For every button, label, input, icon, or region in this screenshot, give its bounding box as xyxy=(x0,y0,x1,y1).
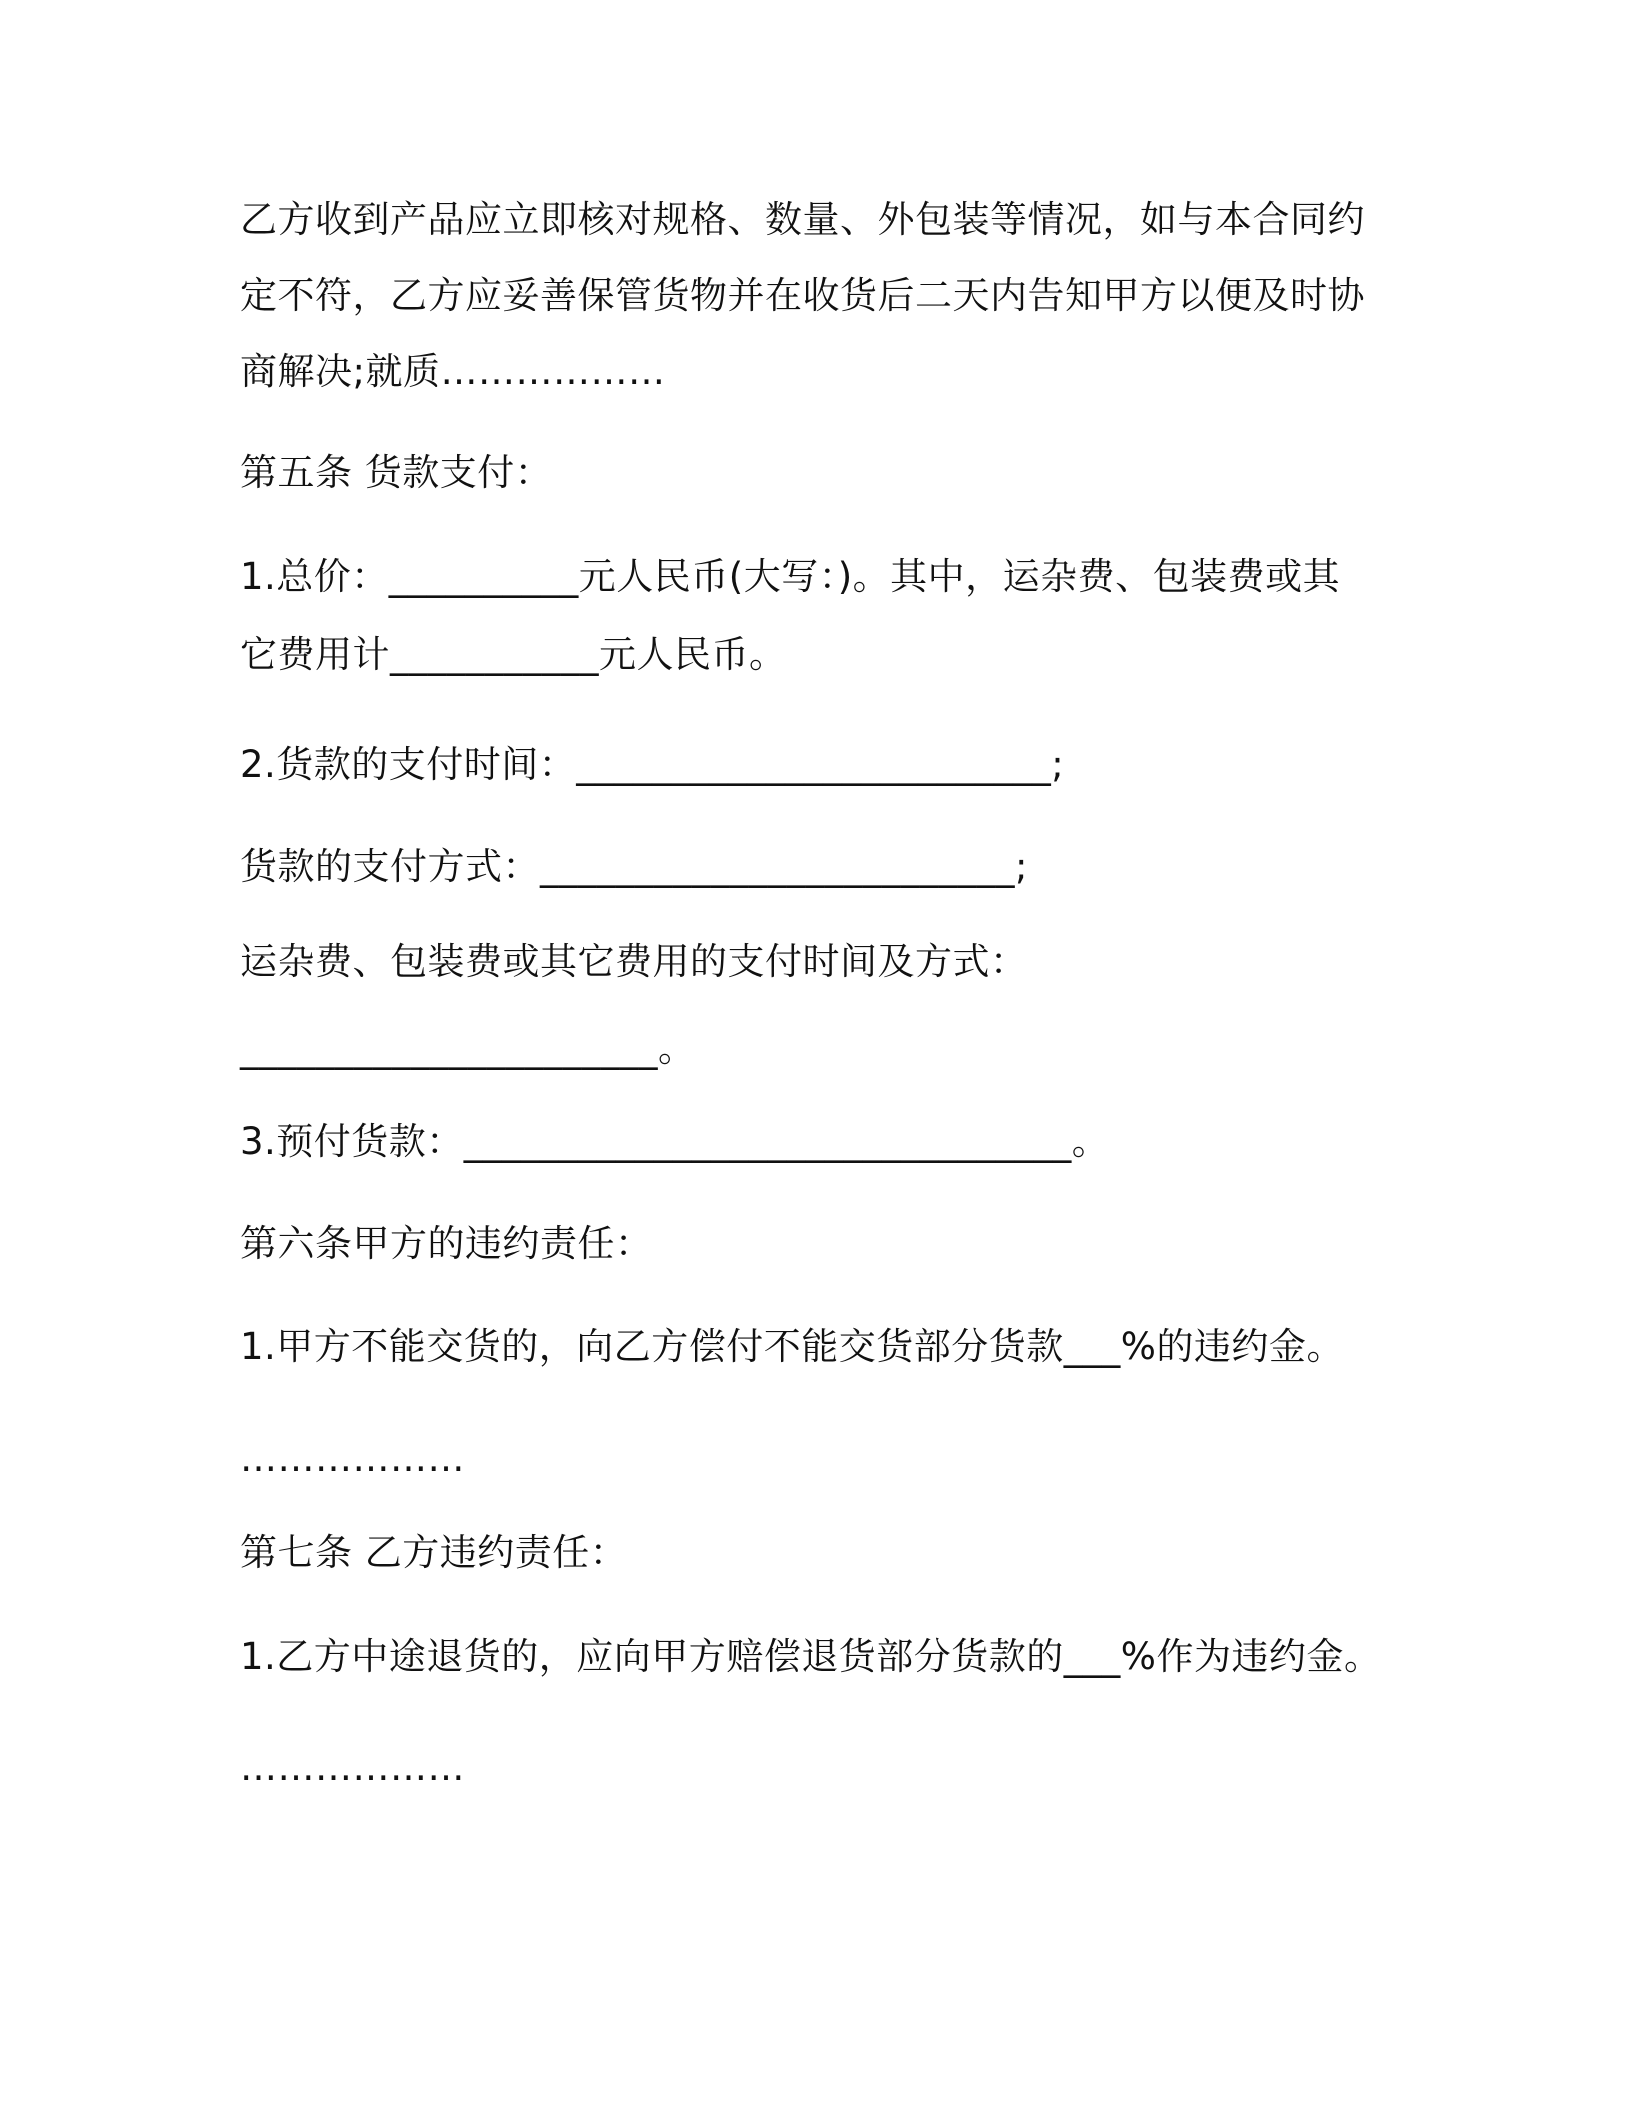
ellipsis-line-1: ……………… xyxy=(240,1437,465,1480)
article-5-heading: 第五条 货款支付： xyxy=(240,451,553,494)
article-7-heading: 第七条 乙方违约责任： xyxy=(240,1531,628,1574)
paragraph-line-3: 商解决;就质……………… xyxy=(240,350,666,393)
payment-method-line: 货款的支付方式：_________________________; xyxy=(240,845,1028,888)
total-price-line-1: 1.总价：__________元人民币(大写：)。其中，运杂费、包装费或其 xyxy=(240,555,1341,598)
paragraph-line-1: 乙方收到产品应立即核对规格、数量、外包装等情况，如与本合同约 xyxy=(240,198,1365,241)
other-fees-blank-line: ______________________。 xyxy=(240,1027,696,1070)
party-a-penalty-line: 1.甲方不能交货的，向乙方偿付不能交货部分货款___%的违约金。 xyxy=(240,1325,1344,1368)
article-6-heading: 第六条甲方的违约责任： xyxy=(240,1222,653,1265)
prepayment-line: 3.预付货款：________________________________。 xyxy=(240,1120,1110,1163)
paragraph-line-2: 定不符，乙方应妥善保管货物并在收货后二天内告知甲方以便及时协 xyxy=(240,274,1365,317)
other-fees-line: 运杂费、包装费或其它费用的支付时间及方式： xyxy=(240,940,1028,983)
payment-time-line: 2.货款的支付时间：_________________________; xyxy=(240,743,1065,786)
party-b-penalty-line: 1.乙方中途退货的，应向甲方赔偿退货部分货款的___%作为违约金。 xyxy=(240,1635,1382,1678)
ellipsis-line-2: ……………… xyxy=(240,1746,465,1789)
total-price-line-2: 它费用计___________元人民币。 xyxy=(240,633,787,676)
